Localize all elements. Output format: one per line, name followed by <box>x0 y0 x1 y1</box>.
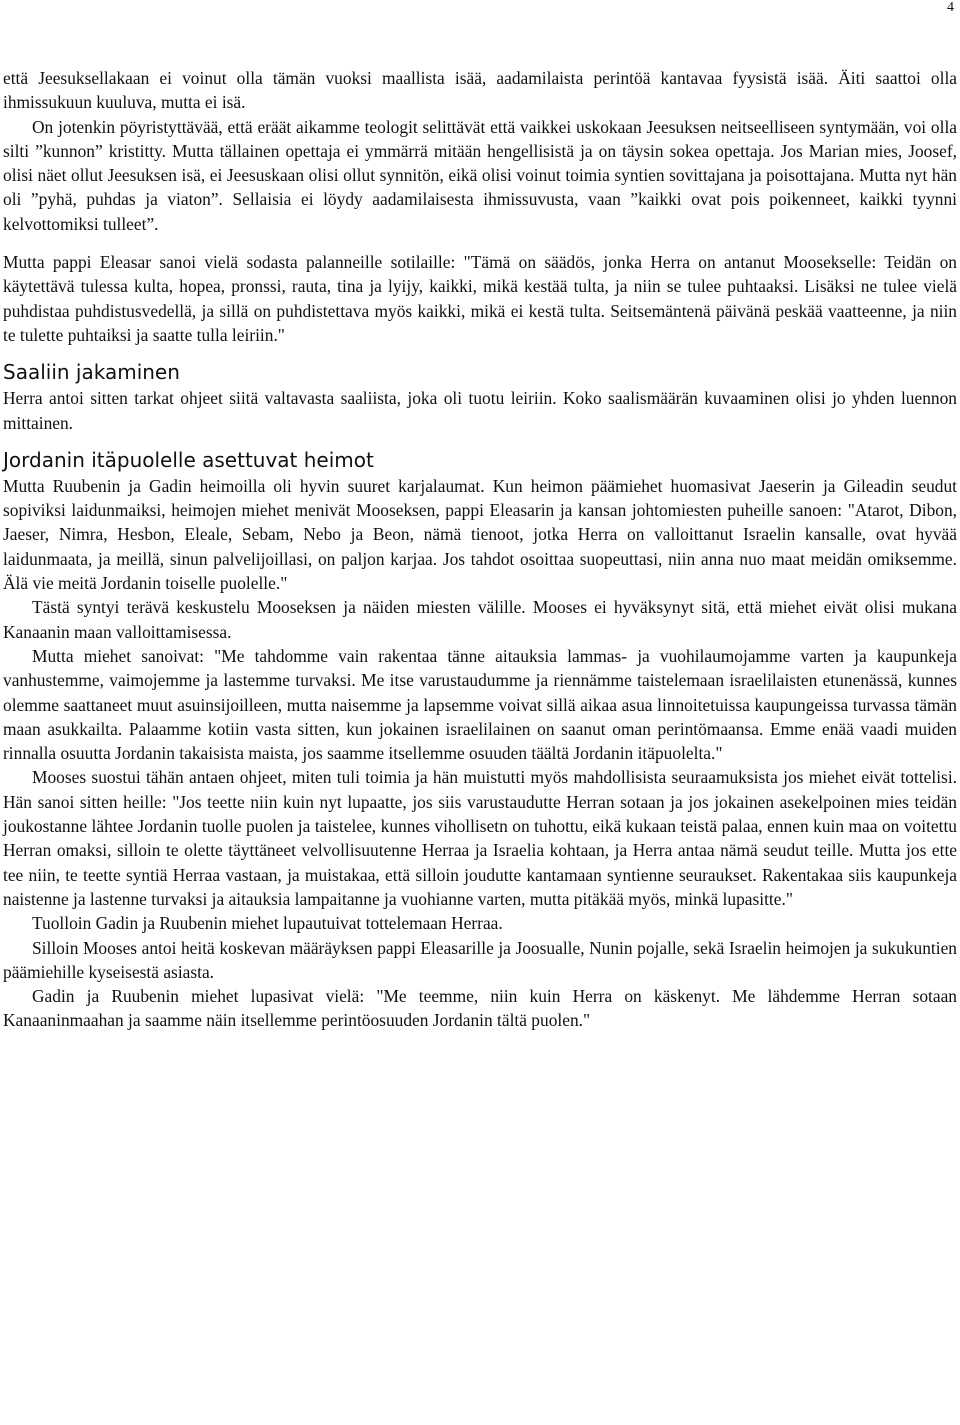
paragraph: On jotenkin pöyristyttävää, että eräät aikamme teologit selittävät että vaikkei uskokaan Jeesuksen neitseelliseen syntymään, voi olla silti ”kunnon” kristitty. Mutta tällainen opettaja ei ymmärrä mitään hengellisistä ja on täysin sokea opettaja. Jos Marian mies, Joosef, olisi näet ollut Jeesuksen isä, ei Jeesuskaan olisi ollut synnitön, eikä olisi voinut toimia syntien sovittajana ja poisottajana. Mutta nyt hän oli ”pyhä, puhdas ja viaton”. Sellaisia ei löydy aadamilaisesta ihmissuvusta, vaan ”kaikki ovat pois poikenneet, kaikki tyynni kelvottomiksi tulleet”. <box>3 116 957 234</box>
paragraph: Tästä syntyi terävä keskustelu Mooseksen ja näiden miesten välille. Mooses ei hyväksynyt sitä, että miehet eivät olisi mukana Kanaanin maan valloittamisessa. <box>3 597 957 642</box>
paragraph: Herra antoi sitten tarkat ohjeet siitä valtavasta saaliista, joka oli tuotu leiriin. Koko saalismäärän kuvaaminen olisi jo yhden luennon mittainen. <box>3 388 957 433</box>
paragraph: Silloin Mooses antoi heitä koskevan määräyksen pappi Eleasarille ja Joosualle, Nunin pojalle, sekä Israelin heimojen ja sukukuntien päämiehille kyseisestä asiasta. <box>3 937 957 982</box>
section-heading: Saaliin jakaminen <box>3 360 180 385</box>
paragraph: Tuolloin Gadin ja Ruubenin miehet lupautuivat tottelemaan Herraa. <box>32 913 503 934</box>
paragraph: Mutta Ruubenin ja Gadin heimoilla oli hyvin suuret karjalaumat. Kun heimon päämiehet huomasivat Jaeserin ja Gileadin seudut sopiviksi laidunmaiksi, heimojen miehet menivät Mooseksen, pappi Eleasarin ja kansan johtomiesten puheille sanoen: "Atarot, Dibon, Jaeser, Nimra, Hesbon, Eleale, Sebam, Nebo ja Beon, nämä tienoot, jotka Herra on valloittanut Israelin kansalle, ovat hyvää laidunmaata, ja meillä, sinun palvelijoillasi, on paljon karjaa. Jos tahdot osoittaa suopeuttasi, niin anna nuo maat meidän omiksemme. Älä vie meitä Jordanin toiselle puolelle." <box>3 475 957 594</box>
paragraph: Mooses suostui tähän antaen ohjeet, miten tuli toimia ja hän muistutti myös mahdollisista seuraamuksista jos miehet eivät tottelisi. Hän sanoi sitten heille: "Jos teette niin kuin nyt lupaatte, jos siis varustaudutte Herran sotaan ja jos jokainen asekelpoinen mies teidän joukostanne lähtee Jordanin tuolle puolen ja taistelee, kunnes vihollisetn on tuhottu, eikä kukaan teistä palaa, ennen kuin maa on voitettu Herran omaksi, silloin te olette täyttäneet velvollisuutenne Herraa ja Israelia kohtaan, ja Herra antaa nämä seudut teille. Mutta jos ette tee niin, te teette syntiä Herraa vastaan, ja muistakaa, että silloin joudutte kantamaan syntienne seuraukset. Rakentakaa siis kaupunkeja naistenne ja lastenne turvaksi ja aitauksia lampaitanne ja vuohianne varten, mutta pitäkää myös, minkä lupasitte." <box>3 767 957 909</box>
paragraph: Mutta pappi Eleasar sanoi vielä sodasta palanneille sotilaille: "Tämä on säädös, jonka Herra on antanut Moosekselle: Teidän on käytettävä tulessa kulta, hopea, pronssi, rauta, tina ja lyijy, kaikki, mikä kestää tulta, ja niin se tulee puhtaaksi. Lisäksi ne tulee vielä puhdistaa puhdistusvedellä, ja sillä on puhdistettava myös kaikki, mikä ei kestä tulta. Seitsemäntenä päivänä peskää vaatteenne, ja niin te tulette puhtaiksi ja saatte tulla leiriin." <box>3 252 957 345</box>
section-heading: Jordanin itäpuolelle asettuvat heimot <box>3 447 374 472</box>
page-number: 4 <box>947 0 954 15</box>
paragraph: Gadin ja Ruubenin miehet lupasivat vielä: "Me teemme, niin kuin Herra on käskenyt. Me lähdemme Herran sotaan Kanaaninmaahan ja saamme näin itsellemme perintöosuuden Jordanin tältä puolen." <box>3 986 957 1031</box>
document-body <box>3 66 957 1033</box>
paragraph: Mutta miehet sanoivat: "Me tahdomme vain rakentaa tänne aitauksia lammas- ja vuohilaumojamme varten ja kaupunkeja vanhustemme, vaimojemme ja lastemme turvaksi. Me itse varustaudumme ja riennämme taistelemaan israelilaisten etunenässä, kunnes olemme saattaneet muut asuinsijoilleen, mutta naisemme ja lapsemme voivat sillä aikaa asua linnoitetuissa kaupungeissa turvassa tämän maan asukkailta. Palaamme kotiin vasta sitten, kun jokainen israelilainen on saanut oman perintömaansa. Emme enää vaadi muiden rinnalla osuutta Jordanin takaisista maista, jos saamme itsellemme osuuden täältä Jordanin itäpuolelta." <box>3 645 957 764</box>
paragraph: että Jeesuksellakaan ei voinut olla tämän vuoksi maallista isää, aadamilaista perintöä kantavaa fyysistä isää. Äiti saattoi olla ihmissukuun kuuluva, mutta ei isä. <box>3 68 957 113</box>
